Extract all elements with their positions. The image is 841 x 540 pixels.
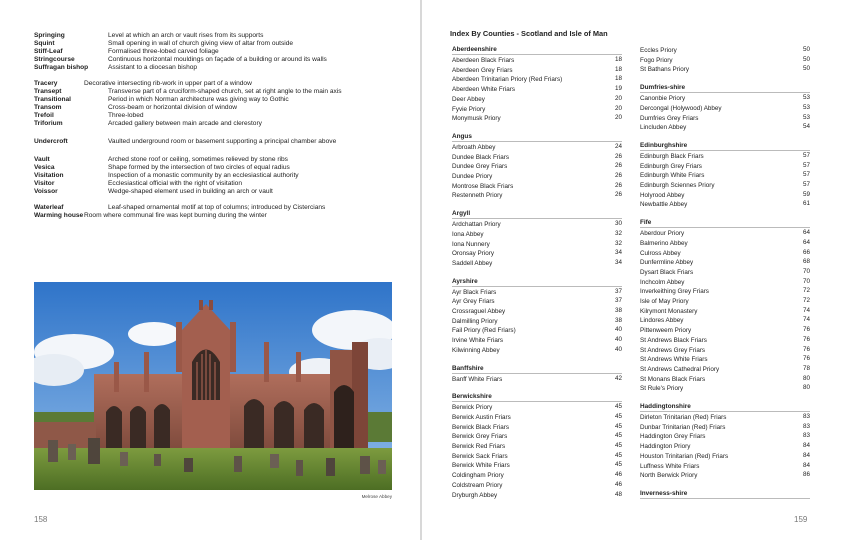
index-entry-page: 50 <box>802 55 810 63</box>
glossary-term: Squint <box>34 40 55 47</box>
heading-rule <box>640 92 810 93</box>
county-heading: Dumfries-shire <box>640 84 686 92</box>
index-entry-name: Dundee Priory <box>452 173 493 180</box>
index-entry-page: 30 <box>614 220 622 228</box>
index-entry-page: 45 <box>614 432 622 440</box>
index-entry-name: Canonbie Priory <box>640 95 686 103</box>
index-entry-page: 64 <box>802 229 810 237</box>
left-page-number: 158 <box>34 515 48 524</box>
glossary-entry <box>34 104 237 112</box>
glossary-definition: Leaf-shaped ornamental motif at top of columns; introduced by Cistercians <box>108 204 326 211</box>
index-entry-page: 38 <box>614 307 622 314</box>
glossary-definition: Decorative intersecting rib-work in upper part of a window <box>84 80 252 87</box>
glossary-definition: Ecclesiastical official with the right of visitation <box>108 180 243 187</box>
index-entry-name: Balmerino Abbey <box>640 239 688 247</box>
index-entry-name: Inchcolm Abbey <box>640 278 685 286</box>
index-entry-page: 45 <box>614 461 622 469</box>
index-entry-page: 32 <box>614 229 622 237</box>
county-heading: Berwickshire <box>452 393 492 401</box>
index-entry-page: 70 <box>802 277 810 285</box>
index-entry-page: 57 <box>802 181 810 188</box>
index-entry-name: Dryburgh Abbey <box>452 491 498 499</box>
index-entry-page: 61 <box>802 200 810 208</box>
glossary-term: Vault <box>34 156 50 163</box>
glossary-entry <box>34 88 342 96</box>
index-entry-page: 34 <box>614 258 622 266</box>
index-entry-name: Dercongal (Holywood) Abbey <box>640 104 722 112</box>
index-entry-name: Deer Abbey <box>452 95 485 103</box>
index-entry-page: 45 <box>614 451 622 459</box>
index-title: Index By Counties - Scotland and Isle of Man <box>450 29 608 38</box>
glossary-entry <box>34 56 327 64</box>
index-entry-page: 76 <box>802 345 810 353</box>
glossary-term: Waterleaf <box>34 204 64 211</box>
index-entry-page: 68 <box>802 258 810 266</box>
index-entry-name: Pittenweem Priory <box>640 327 692 335</box>
glossary-definition: Shape formed by the intersection of two circles of equal radius <box>108 164 290 171</box>
index-entry-name: Berwick Priory <box>452 404 493 412</box>
index-entry-page: 84 <box>802 442 810 450</box>
county-heading: Aberdeenshire <box>452 46 497 53</box>
index-entry-name: Ayr Black Friars <box>452 288 497 296</box>
index-entry-page: 80 <box>802 374 810 382</box>
index-entry-name: Dysart Black Friars <box>640 268 694 276</box>
glossary-entry <box>34 112 144 120</box>
index-entry-page: 18 <box>614 56 622 63</box>
glossary-term: Vesica <box>34 164 55 171</box>
index-entry-name: Aberdour Priory <box>640 230 685 238</box>
glossary-term: Transom <box>34 104 62 111</box>
glossary-term: Voissor <box>34 188 58 195</box>
index-entry-page: 53 <box>802 103 810 111</box>
index-entry-name: Berwick Austin Friars <box>452 413 511 421</box>
index-entry-name: Dumfries Grey Friars <box>640 114 699 122</box>
index-entry-name: Dundee Black Friars <box>452 153 510 161</box>
index-entry-name: St Rule's Priory <box>640 385 684 393</box>
glossary-entry <box>34 138 336 146</box>
index-entry-name: Lincluden Abbey <box>640 124 687 132</box>
index-entry-page: 40 <box>614 345 622 353</box>
index-entry-name: Monymusk Priory <box>452 115 501 123</box>
glossary-term: Tracery <box>34 80 58 87</box>
glossary-definition: Period in which Norman architecture was giving way to Gothic <box>108 96 289 103</box>
glossary-definition: Vaulted underground room or basement supporting a principal chamber above <box>108 138 337 145</box>
index-entry-name: St Andrews Grey Friars <box>640 346 706 354</box>
index-entry-page: 76 <box>802 326 810 334</box>
index-entry-name: Arbroath Abbey <box>452 143 496 151</box>
index-entry-name: Inverkeithing Grey Friars <box>640 288 709 296</box>
index-entry-page: 32 <box>614 239 622 247</box>
heading-rule <box>452 401 622 402</box>
county-heading: Haddingtonshire <box>640 403 691 410</box>
index-entry-name: Dalmilling Priory <box>452 317 498 325</box>
heading-rule <box>640 498 810 499</box>
index-entry-page: 72 <box>802 297 810 304</box>
heading-rule <box>452 218 622 219</box>
index-entry-page: 83 <box>802 432 810 440</box>
index-entry-name: Ardchattan Priory <box>452 221 501 229</box>
index-entry-page: 72 <box>802 287 810 295</box>
county-heading: Banffshire <box>452 364 484 372</box>
heading-rule <box>452 141 622 142</box>
index-entry-page: 26 <box>614 172 622 179</box>
index-entry-name: Holyrood Abbey <box>640 191 685 199</box>
index-entry-page: 74 <box>802 306 810 314</box>
index-entry-page: 19 <box>614 85 622 93</box>
index-entry-name: Iona Abbey <box>452 230 484 238</box>
index-entry-name: Fogo Priory <box>640 56 673 64</box>
index-entry-name: Berwick Black Friars <box>452 423 510 431</box>
index-entry-page: 84 <box>802 451 810 459</box>
county-heading: Ayrshire <box>452 277 478 285</box>
index-entry-page: 74 <box>802 316 810 324</box>
index-entry-page: 66 <box>802 248 810 256</box>
glossary-definition: Arcaded gallery between main arcade and clerestory <box>108 120 262 127</box>
index-entry-page: 48 <box>614 490 622 498</box>
glossary-entry <box>34 48 219 56</box>
index-entry-name: Banff White Friars <box>452 375 503 383</box>
glossary-entry <box>34 204 325 212</box>
index-entry-page: 78 <box>802 364 810 372</box>
index-entry-page: 64 <box>802 238 810 246</box>
index-entry-name: North Berwick Priory <box>640 472 698 480</box>
heading-rule <box>452 286 622 287</box>
index-entry-page: 38 <box>614 316 622 324</box>
index-entry-page: 18 <box>614 75 622 83</box>
glossary-definition: Small opening in wall of church giving view of altar from outside <box>108 40 294 47</box>
index-entry-name: Montrose Black Friars <box>452 182 514 190</box>
index-entry-name: Dirleton Trinitarian (Red) Friars <box>640 414 727 421</box>
glossary-term: Suffragan bishop <box>34 64 89 71</box>
heading-rule <box>640 227 810 228</box>
index-entry-page: 26 <box>614 191 622 199</box>
index-entry-page: 37 <box>614 297 622 305</box>
index-entry-name: Edinburgh Black Friars <box>640 152 704 160</box>
index-entry-page: 46 <box>614 480 622 488</box>
index-entry-page: 45 <box>614 422 622 430</box>
left-page <box>0 0 420 540</box>
county-heading: Angus <box>452 132 472 140</box>
index-entry-name: Kilrymont Monastery <box>640 307 698 315</box>
index-entry-name: Restenneth Priory <box>452 192 503 200</box>
index-entry-name: St Monans Black Friars <box>640 375 706 383</box>
index-entry-name: Houston Trinitarian (Red) Friars <box>640 452 729 460</box>
index-entry-name: Eccles Priory <box>640 47 677 54</box>
index-entry-page: 20 <box>614 114 622 122</box>
index-entry-name: Berwick Grey Friars <box>452 433 508 441</box>
index-entry-name: Berwick Red Friars <box>452 443 506 450</box>
index-entry-page: 40 <box>614 336 622 344</box>
index-entry-page: 50 <box>802 46 810 53</box>
index-entry-name: Dunbar Trinitarian (Red) Friars <box>640 423 726 431</box>
index-entry-name: Aberdeen Black Friars <box>452 57 515 64</box>
glossary-entry <box>34 172 299 180</box>
index-entry-page: 86 <box>802 471 810 479</box>
index-entry-page: 18 <box>614 65 622 73</box>
index-entry-name: Haddington Priory <box>640 443 691 451</box>
glossary-entry <box>34 120 262 128</box>
index-entry-page: 40 <box>614 326 622 334</box>
heading-rule <box>452 54 622 55</box>
glossary-term: Transept <box>34 88 62 95</box>
glossary-entry <box>34 40 293 48</box>
index-entry-name: Saddell Abbey <box>452 259 493 267</box>
index-entry-name: St Andrews Cathedral Priory <box>640 365 720 373</box>
index-entry-page: 24 <box>614 142 622 150</box>
index-entry-page: 46 <box>614 471 622 479</box>
county-heading: Edinburghshire <box>640 141 688 149</box>
glossary-definition: Continuous horizontal mouldings on façade of a building or around its walls <box>108 56 327 63</box>
index-entry-name: Berwick White Friars <box>452 462 510 470</box>
glossary-entry <box>34 96 289 104</box>
index-entry-name: Haddington Grey Friars <box>640 433 706 441</box>
index-entry-name: Fail Priory (Red Friars) <box>452 327 516 335</box>
index-entry-name: St Andrews Black Friars <box>640 336 707 344</box>
index-entry-page: 50 <box>802 65 810 73</box>
glossary-entry <box>34 80 252 88</box>
index-entry-page: 42 <box>614 374 622 382</box>
index-entry-name: Coldingham Priory <box>452 472 504 480</box>
index-entry-page: 80 <box>802 384 810 392</box>
glossary-definition: Formalised three-lobed carved foliage <box>108 48 219 55</box>
index-entry-name: Crossraguel Abbey <box>452 308 506 315</box>
glossary-entry <box>34 212 267 220</box>
index-entry-page: 76 <box>802 355 810 363</box>
heading-rule <box>640 411 810 412</box>
index-entry-name: Coldstream Priory <box>452 481 503 489</box>
index-entry-name: Isle of May Priory <box>640 298 689 305</box>
index-entry-name: Aberdeen White Friars <box>452 86 515 94</box>
index-entry-page: 57 <box>802 161 810 169</box>
index-entry-page: 20 <box>614 94 622 102</box>
index-entry-page: 37 <box>614 287 622 295</box>
index-entry-page: 34 <box>614 249 622 257</box>
index-entry-name: Aberdeen Trinitarian Priory (Red Friars) <box>452 76 563 84</box>
photo-caption: Melrose Abbey <box>361 494 392 499</box>
heading-rule <box>452 373 622 374</box>
glossary-term: Transitional <box>34 96 72 103</box>
glossary-definition: Inspection of a monastic community by an ecclesiastical authority <box>108 172 299 179</box>
index-entry-name: Lindores Abbey <box>640 317 684 325</box>
glossary-term: Visitation <box>34 172 64 179</box>
county-heading: Argyll <box>452 210 471 218</box>
melrose-abbey-photo <box>34 282 392 490</box>
index-entry-name: St Bathans Priory <box>640 66 689 74</box>
index-entry-page: 59 <box>802 190 810 198</box>
glossary-term: Visitor <box>34 180 55 187</box>
index-entry-page: 53 <box>802 94 810 102</box>
glossary-term: Trefoil <box>34 112 54 119</box>
glossary-entry <box>34 180 242 188</box>
index-entry-name: Edinburgh White Friars <box>640 172 705 180</box>
index-entry-name: Edinburgh Grey Friars <box>640 162 702 170</box>
glossary-entry <box>34 156 288 164</box>
index-entry-page: 45 <box>614 442 622 449</box>
glossary-definition: Three-lobed <box>108 112 144 119</box>
index-entry-name: Oronsay Priory <box>452 250 494 258</box>
index-entry-page: 26 <box>614 152 622 160</box>
index-entry-page: 54 <box>802 123 810 131</box>
index-entry-name: Irvine White Friars <box>452 337 504 345</box>
index-entry-name: Dunfermline Abbey <box>640 259 694 267</box>
glossary-entry <box>34 64 197 72</box>
index-entry-name: Ayr Grey Friars <box>452 298 495 306</box>
index-entry-name: Aberdeen Grey Friars <box>452 66 513 74</box>
index-entry-page: 57 <box>802 151 810 159</box>
index-entry-name: Dundee Grey Friars <box>452 163 508 171</box>
index-entry-page: 84 <box>802 461 810 469</box>
glossary-definition: Transverse part of a cruciform-shaped church, set at right angle to the main axis <box>108 88 342 95</box>
glossary-definition: Cross-beam or horizontal division of window <box>108 104 237 111</box>
index-entry-name: Iona Nunnery <box>452 240 490 248</box>
index-entry-page: 76 <box>802 335 810 343</box>
index-entry-page: 45 <box>614 412 622 420</box>
glossary-entry <box>34 188 273 196</box>
county-heading: Fife <box>640 219 652 227</box>
glossary-entry <box>34 164 290 172</box>
glossary-term: Warming house <box>34 212 84 219</box>
heading-rule <box>640 150 810 151</box>
right-page <box>422 0 841 540</box>
index-entry-page: 45 <box>614 403 622 411</box>
right-page-number: 159 <box>794 515 808 524</box>
index-entry-name: Edinburgh Sciennes Priory <box>640 182 715 189</box>
glossary-definition: Arched stone roof or ceiling, sometimes relieved by stone ribs <box>108 156 288 163</box>
index-entry-page: 83 <box>802 413 810 420</box>
index-entry-page: 70 <box>802 267 810 275</box>
index-entry-page: 53 <box>802 113 810 121</box>
index-entry-name: Fyvie Priory <box>452 105 486 113</box>
index-entry-name: Kilwinning Abbey <box>452 346 500 354</box>
glossary-term: Undercroft <box>34 138 68 145</box>
index-entry-page: 26 <box>614 162 622 170</box>
glossary-term: Stiff-Leaf <box>34 48 63 55</box>
glossary-definition: Wedge-shaped element used in building an arch or vault <box>108 188 273 195</box>
index-entry-page: 20 <box>614 104 622 112</box>
index-entry-page: 57 <box>802 171 810 179</box>
index-entry-name: Newbattle Abbey <box>640 201 688 209</box>
glossary-term: Stringcourse <box>34 56 75 63</box>
glossary-term: Triforium <box>34 120 63 127</box>
index-entry-page: 26 <box>614 181 622 189</box>
index-entry-name: Berwick Sack Friars <box>452 452 508 460</box>
index-entry-page: 83 <box>802 422 810 430</box>
glossary-definition: Room where communal fire was kept burning during the winter <box>84 212 267 219</box>
county-heading: Inverness-shire <box>640 489 688 497</box>
glossary-definition: Assistant to a diocesan bishop <box>108 64 198 71</box>
glossary-term: Springing <box>34 32 65 39</box>
index-entry-name: St Andrews White Friars <box>640 356 708 364</box>
glossary-definition: Level at which an arch or vault rises from its supports <box>108 32 264 39</box>
index-entry-name: Culross Abbey <box>640 249 681 257</box>
glossary-entry <box>34 32 263 40</box>
index-entry-name: Luffness White Friars <box>640 462 700 470</box>
